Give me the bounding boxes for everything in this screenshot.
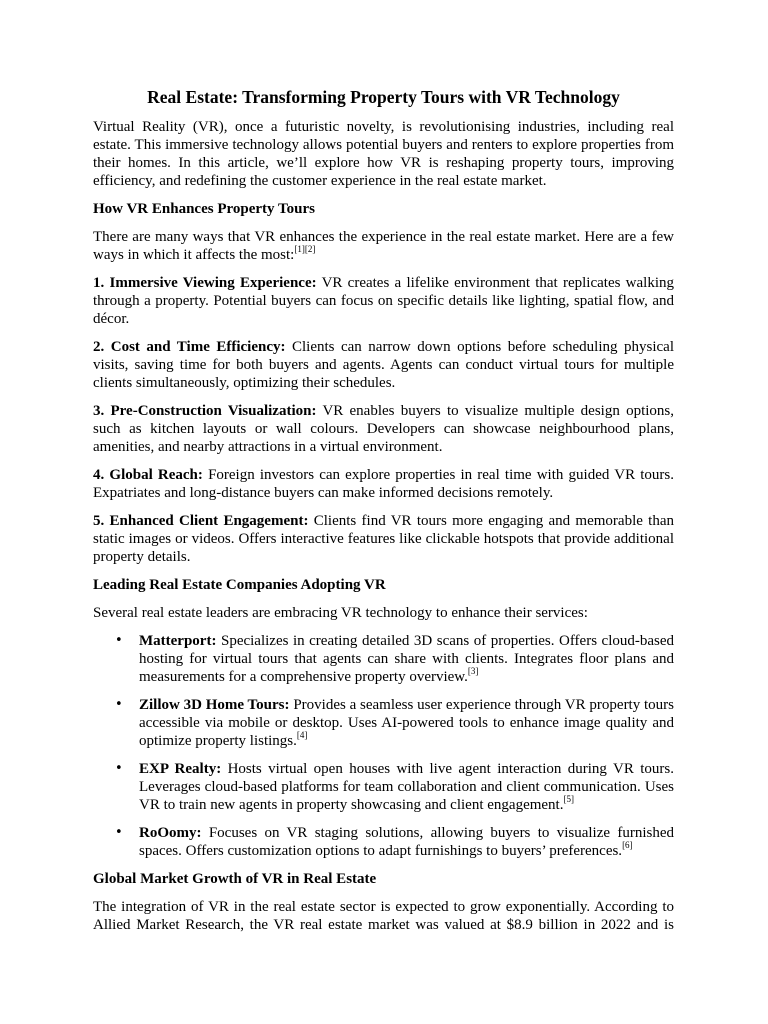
- bullet-icon: •: [115, 761, 123, 776]
- item-label: 4. Global Reach:: [93, 467, 203, 483]
- section3-paragraph: The integration of VR in the real estate sector is expected to grow exponentially. According to Allied Market Research, the VR real estate market was valued at $8.9 billion in 2022 and is: [93, 899, 674, 933]
- section-heading-global-market-growth: Global Market Growth of VR in Real Estate: [93, 871, 377, 887]
- bullet-icon: •: [115, 697, 123, 712]
- item-text: VR creates a lifelike environment that replicates walking through a property. Potential buyers can focus on specific details like lighting, spatial flow, and décor.: [93, 275, 675, 327]
- company-bullet-list: [93, 632, 674, 860]
- item-label: 3. Pre-Construction Visualization:: [93, 403, 317, 419]
- numbered-item-cost-time-efficiency: [93, 338, 674, 392]
- item-text: Hosts virtual open houses with live agent interaction during VR tours. Leverages cloud-based platforms for team collaboration and client communication. Uses VR to train new agents in property showcasing and client engagement.: [139, 761, 674, 813]
- list-item-rooomy: [93, 824, 674, 860]
- item-text: Clients can narrow down options before scheduling physical visits, saving time for both buyers and agents. Agents can conduct virtual tours for multiple clients simultaneously, optimizing their schedules.: [93, 339, 674, 391]
- item-text: Provides a seamless user experience through VR property tours accessible via mobile or desktop. Uses AI-powered tools to enhance image quality and optimize property listings.: [139, 697, 675, 749]
- item-label: 5. Enhanced Client Engagement:: [93, 513, 309, 529]
- bullet-icon: •: [115, 825, 123, 840]
- list-item-zillow: [93, 696, 674, 750]
- item-label: 2. Cost and Time Efficiency:: [93, 339, 286, 355]
- intro-paragraph: Virtual Reality (VR), once a futuristic novelty, is revolutionising industries, including real estate. This immersive technology allows potential buyers and renters to explore properties from their homes. In this article, we’ll explore how VR is reshaping property tours, improving efficiency, and redefining the customer experience in the real estate market.: [93, 119, 674, 189]
- citation-ref: [5]: [563, 794, 574, 804]
- citation-ref: [6]: [622, 840, 633, 850]
- item-text: Focuses on VR staging solutions, allowing buyers to visualize furnished spaces. Offers customization options to adapt furnishings to buyers’ preferences.: [139, 825, 674, 859]
- list-item-matterport: [93, 632, 674, 686]
- item-text: Specializes in creating detailed 3D scans of properties. Offers cloud-based hosting for virtual tours that agents can share with clients. Integrates floor plans and measurements for a comprehensive property overview.: [139, 633, 675, 685]
- document-page: [93, 87, 674, 944]
- numbered-item-pre-construction: [93, 402, 674, 456]
- section-heading-leading-companies: Leading Real Estate Companies Adopting VR: [93, 577, 386, 593]
- numbered-item-client-engagement: [93, 512, 674, 566]
- citation-ref: [4]: [296, 730, 308, 740]
- numbered-item-immersive-viewing: [93, 274, 674, 328]
- section1-lead-paragraph: [93, 228, 674, 264]
- item-label: Matterport:: [139, 633, 217, 649]
- section2-lead-paragraph: Several real estate leaders are embracing VR technology to enhance their services:: [93, 605, 588, 621]
- item-label: EXP Realty:: [139, 761, 222, 777]
- item-text: Clients find VR tours more engaging and memorable than static images or videos. Offers interactive features like clickable hotspots that provide additional property details.: [93, 513, 675, 565]
- document-title: Real Estate: Transforming Property Tours with VR Technology: [147, 87, 620, 107]
- item-text: VR enables buyers to visualize multiple design options, such as kitchen layouts or wall colours. Developers can showcase neighbourhood plans, amenities, and nearby attractions in a virtual environment.: [93, 403, 674, 455]
- citation-ref: [1][2]: [294, 244, 316, 254]
- item-label: Zillow 3D Home Tours:: [139, 697, 290, 713]
- bullet-icon: •: [115, 633, 123, 648]
- section1-lead-text: There are many ways that VR enhances the experience in the real estate market. Here are a few ways in which it affects the most:: [93, 229, 674, 263]
- item-label: RoOomy:: [139, 825, 202, 841]
- numbered-item-global-reach: [93, 466, 674, 502]
- section-heading-how-vr-enhances: How VR Enhances Property Tours: [93, 201, 315, 217]
- item-label: 1. Immersive Viewing Experience:: [93, 275, 317, 291]
- item-text: Foreign investors can explore properties in real time with guided VR tours. Expatriates and long-distance buyers can make informed decisions remotely.: [93, 467, 674, 501]
- list-item-exp-realty: [93, 760, 674, 814]
- citation-ref: [3]: [467, 666, 479, 676]
